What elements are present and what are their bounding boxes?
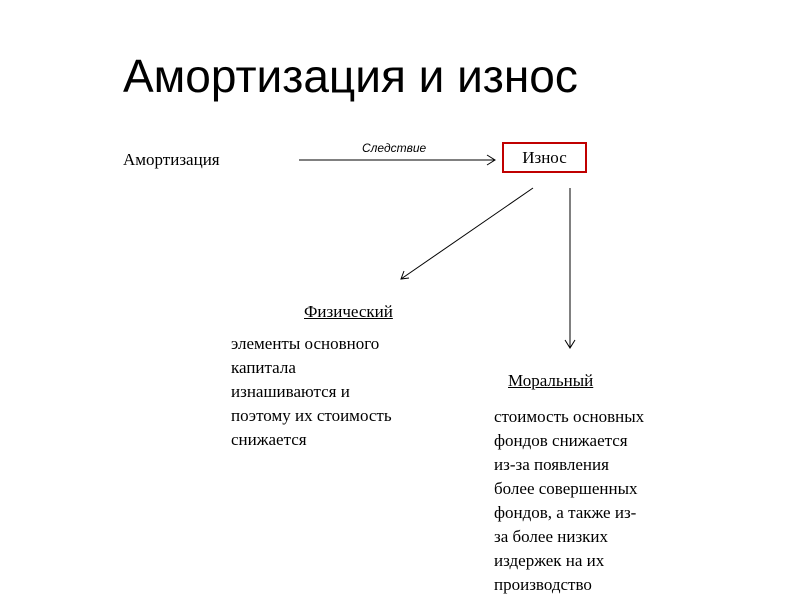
slide-title: Амортизация и износ <box>123 50 578 102</box>
physical-arrow-line <box>401 188 533 279</box>
physical-heading: Физический <box>304 302 393 321</box>
physical-description: элементы основного капитала изнашиваются и поэтому их стоимость снижается <box>231 334 392 449</box>
moral-heading: Моральный <box>508 371 594 390</box>
moral-description: стоимость основных фондов снижается из-за появления более совершенных фондов, а также из- за более низких издержек на их производство <box>494 407 645 594</box>
relation-label: Следствие <box>362 141 427 155</box>
target-node-label: Износ <box>522 147 567 167</box>
source-node-label: Амортизация <box>123 150 220 169</box>
